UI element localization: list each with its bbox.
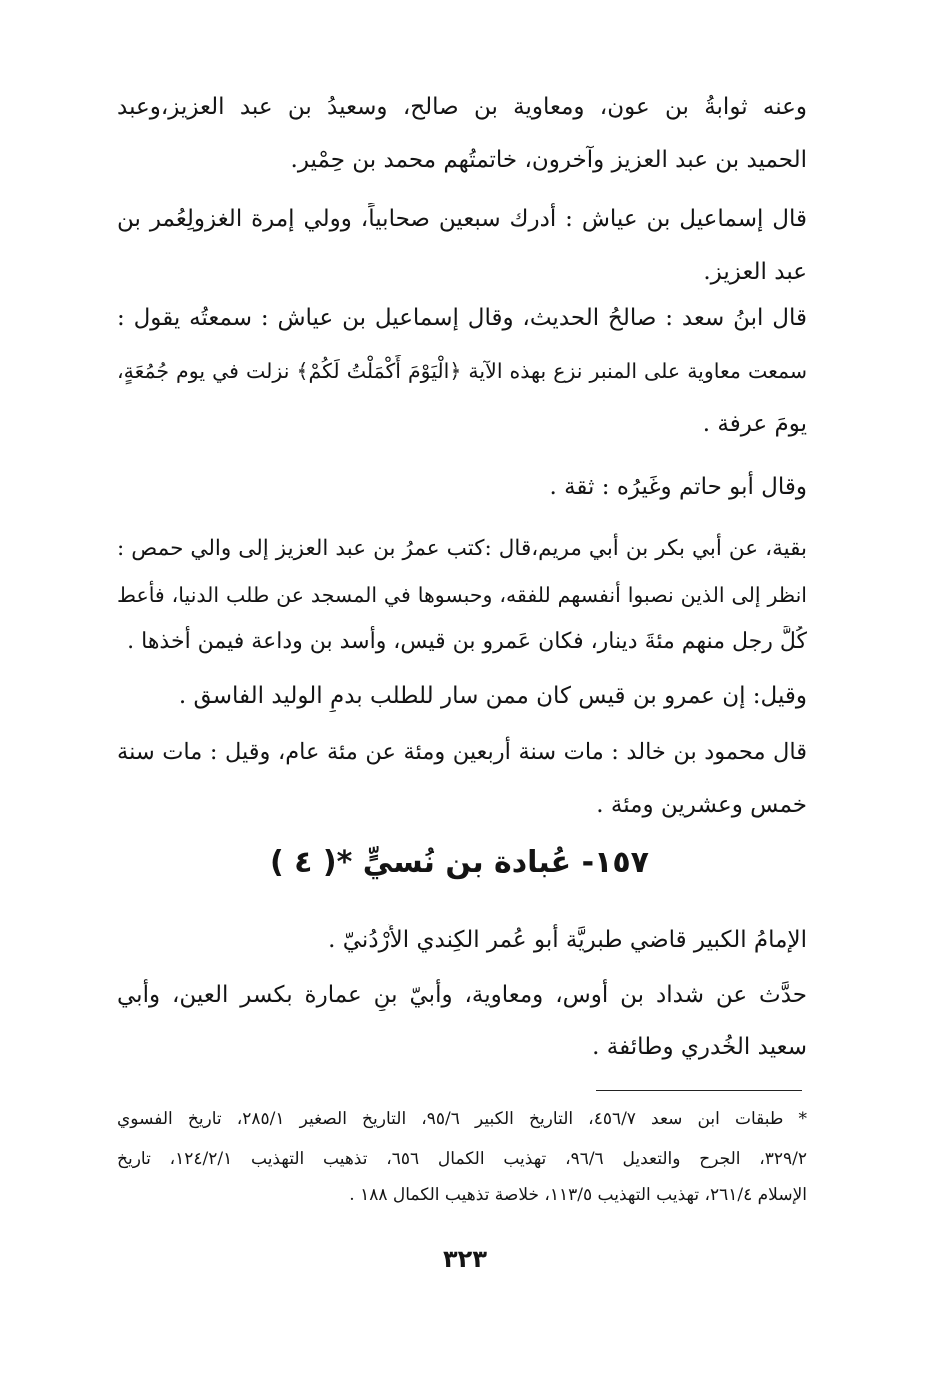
entry-line: الإمامُ الكبير قاضي طبريَّة أبو عُمر الكِندي الأُرْدُنيّ .: [328, 927, 807, 953]
body-line: انظر إلى الذين نصبوا أنفسهم للفقه، وحبسوها في المسجد عن طلب الدنيا، فأعط: [117, 583, 807, 607]
body-line: وعنه ثوابةُ بن عون، ومعاوية بن صالح، وسعيدُ بن عبد العزيز،وعبد: [117, 94, 807, 120]
body-line: وقيل: إن عمرو بن قيس كان ممن سار للطلب بدمِ الوليد الفاسق .: [178, 683, 807, 709]
body-line: قال إسماعيل بن عياش : أدرك سبعين صحابياً، وولي إمرة الغزولِعُمر بن: [117, 206, 807, 232]
page-number: ٣٢٣: [443, 1245, 487, 1273]
body-line: قال محمود بن خالد : مات سنة أربعين ومئة عن مئة عام، وقيل : مات سنة: [117, 739, 807, 765]
body-line: عبد العزيز.: [703, 259, 807, 285]
body-line: كُلَّ رجل منهم مئةَ دينار، فكان عَمرو بن قيس، وأسد بن وداعة فيمن أخذها .: [127, 629, 807, 654]
entry-line: سعيد الخُدري وطائفة .: [592, 1034, 807, 1060]
body-line: سمعت معاوية على المنبر نزع بهذه الآية ﴿الْيَوْمَ أَكْمَلْتُ لَكُمْ﴾ نزلت في يوم جُمُعَةٍ،: [117, 359, 807, 383]
body-line: وقال أبو حاتم وغَيرُه : ثقة .: [549, 474, 807, 500]
footnote-divider: [596, 1090, 802, 1091]
entry-heading: ١٥٧- عُبادة بن نُسيٍّ *( ٤ ): [270, 845, 649, 880]
body-line: خمس وعشرين ومئة .: [596, 792, 807, 818]
body-line: قال ابنُ سعد : صالحُ الحديث، وقال إسماعيل بن عياش : سمعتُه يقول :: [117, 305, 807, 331]
body-line: بقية، عن أبي بكر بن أبي مريم،قال :كتب عمرُ بن عبد العزيز إلى والي حمص :: [117, 536, 807, 561]
entry-line: حدَّث عن شداد بن أوس، ومعاوية، وأُبيّ بنِ عمارة بكسر العين، وأبي: [117, 982, 807, 1008]
footnote-line: ٣٢٩/٢، الجرح والتعديل ٩٦/٦، تهذيب الكمال ٦٥٦، تذهيب التهذيب ١٢٤/٢/١، تاريخ: [117, 1149, 807, 1169]
footnote-line: * طبقات ابن سعد ٤٥٦/٧، التاريخ الكبير ٩٥/٦، التاريخ الصغير ٢٨٥/١، تاريخ الفسوي: [117, 1109, 807, 1129]
body-line: يومَ عرفة .: [702, 411, 807, 437]
body-line: الحميد بن عبد العزيز وآخرون، خاتمتُهم محمد بن حِمْير.: [290, 147, 807, 173]
footnote-line: الإسلام ٢٦١/٤، تهذيب التهذيب ١١٣/٥، خلاصة تذهيب الكمال ١٨٨ .: [349, 1185, 807, 1205]
